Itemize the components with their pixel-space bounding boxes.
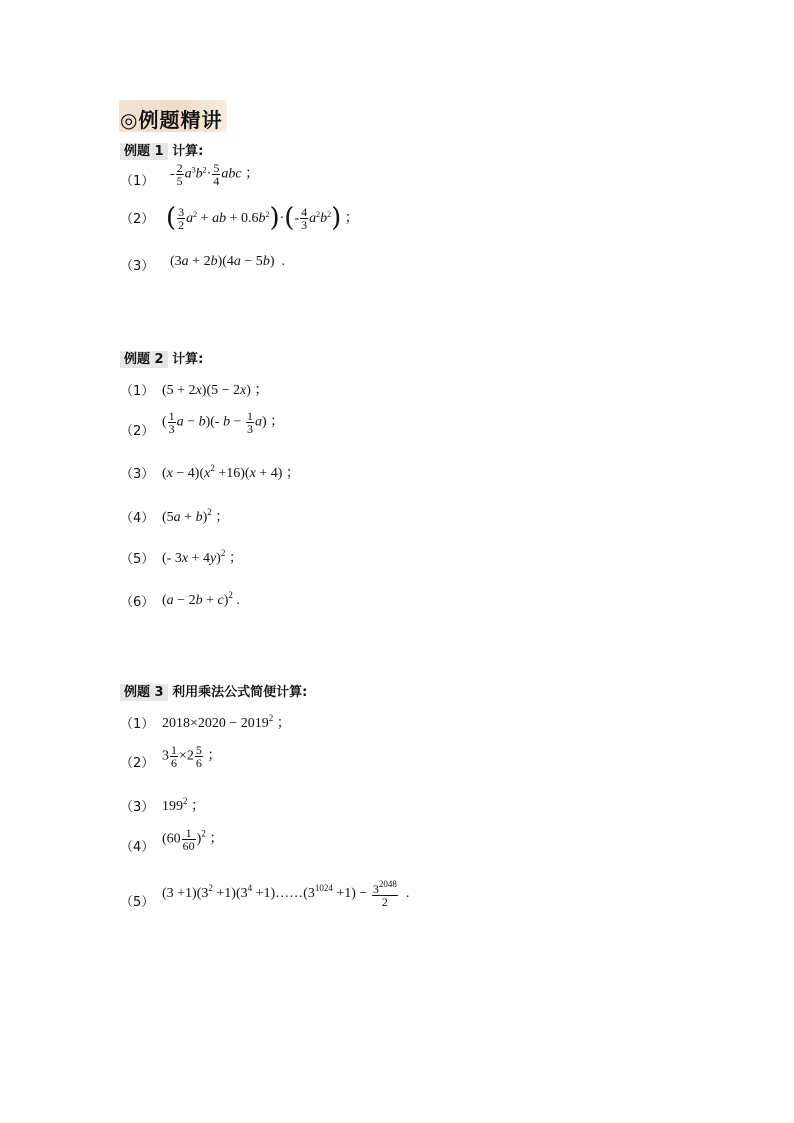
- example-2-item-5-number: （5）: [120, 552, 155, 567]
- example-3-instruction: 利用乘法公式简便计算:: [172, 685, 308, 700]
- example-2-item-1-number: （1）: [120, 384, 155, 399]
- example-3-item-5-expression: $(3 +1)(3^2 +1)(3^4$ $+1)\dots\dots(3^{1024} +1)$ − $\frac{3^{2048}}{2}$ .: [162, 879, 410, 909]
- example-3-label: 例题 3: [120, 684, 168, 701]
- example-1-item-2-number: （2）: [120, 212, 155, 227]
- example-2-item-2-number: （2）: [120, 424, 155, 439]
- example-3-item-3-number: （3）: [120, 800, 155, 815]
- example-1-item-1-expression: - $\frac{2}{5}$ $a^3b^2\cdot$ $\frac{5}{4}$ abc ；: [170, 161, 260, 188]
- example-1-heading: [120, 140, 203, 159]
- example-2-item-6-expression: $(a - 2b + c)^2$ .: [162, 590, 240, 608]
- example-1-item-3-expression: (3a + 2b)(4a − 5b) .: [170, 254, 285, 269]
- example-2-item-3-expression: $(x - 4)(x^2 +16)(x + 4)$ ；: [162, 463, 300, 481]
- example-3-item-5-number: （5）: [120, 895, 155, 910]
- example-1-label: 例题 1: [120, 143, 168, 160]
- example-1-item-1-number: （1）: [120, 174, 155, 189]
- example-3-item-3-expression: $199^2$ ；: [162, 796, 205, 814]
- example-2-item-4-number: （4）: [120, 511, 155, 526]
- example-3-item-2-number: （2）: [120, 756, 155, 771]
- example-3-item-4-number: （4）: [120, 840, 155, 855]
- example-2-item-5-expression: (- 3x + 4y)$^2$ ；: [162, 548, 243, 566]
- example-1-item-3-number: （3）: [120, 259, 155, 274]
- example-2-heading: [120, 348, 203, 367]
- example-3-heading: [120, 681, 307, 700]
- example-3-item-4-expression: (60 $\frac{1}{60}$ )$^2$ ；: [162, 826, 224, 853]
- example-3-item-1-number: （1）: [120, 717, 155, 732]
- example-2-item-3-number: （3）: [120, 467, 155, 482]
- example-3-item-2-expression: 3 $\frac{1}{6}$ ×2 $\frac{5}{6}$ ；: [162, 743, 222, 770]
- example-2-item-4-expression: $(5a + b)^2$ ；: [162, 507, 230, 525]
- example-1-instruction: 计算:: [172, 144, 204, 159]
- example-2-label: 例题 2: [120, 351, 168, 368]
- section-title: ◎例题精讲: [120, 108, 223, 132]
- example-2-instruction: 计算:: [172, 352, 204, 367]
- example-2-item-6-number: （6）: [120, 595, 155, 610]
- example-2-item-1-expression: (5 + 2x)(5 − 2x) ；: [162, 383, 269, 398]
- example-3-item-1-expression: $2018\times 2020 - 2019^2$ ；: [162, 713, 291, 731]
- example-1-item-2-expression: ( $\frac{3}{2}$ $a^2$ + ab + $0.6b^2)\cdot(-$ $\frac{4}{3}$ $a^2b^2$) ；: [166, 203, 359, 233]
- example-2-item-2-expression: ( $\frac{1}{3}$ a − b)(- b − $\frac{1}{3}$ a) ；: [162, 409, 285, 436]
